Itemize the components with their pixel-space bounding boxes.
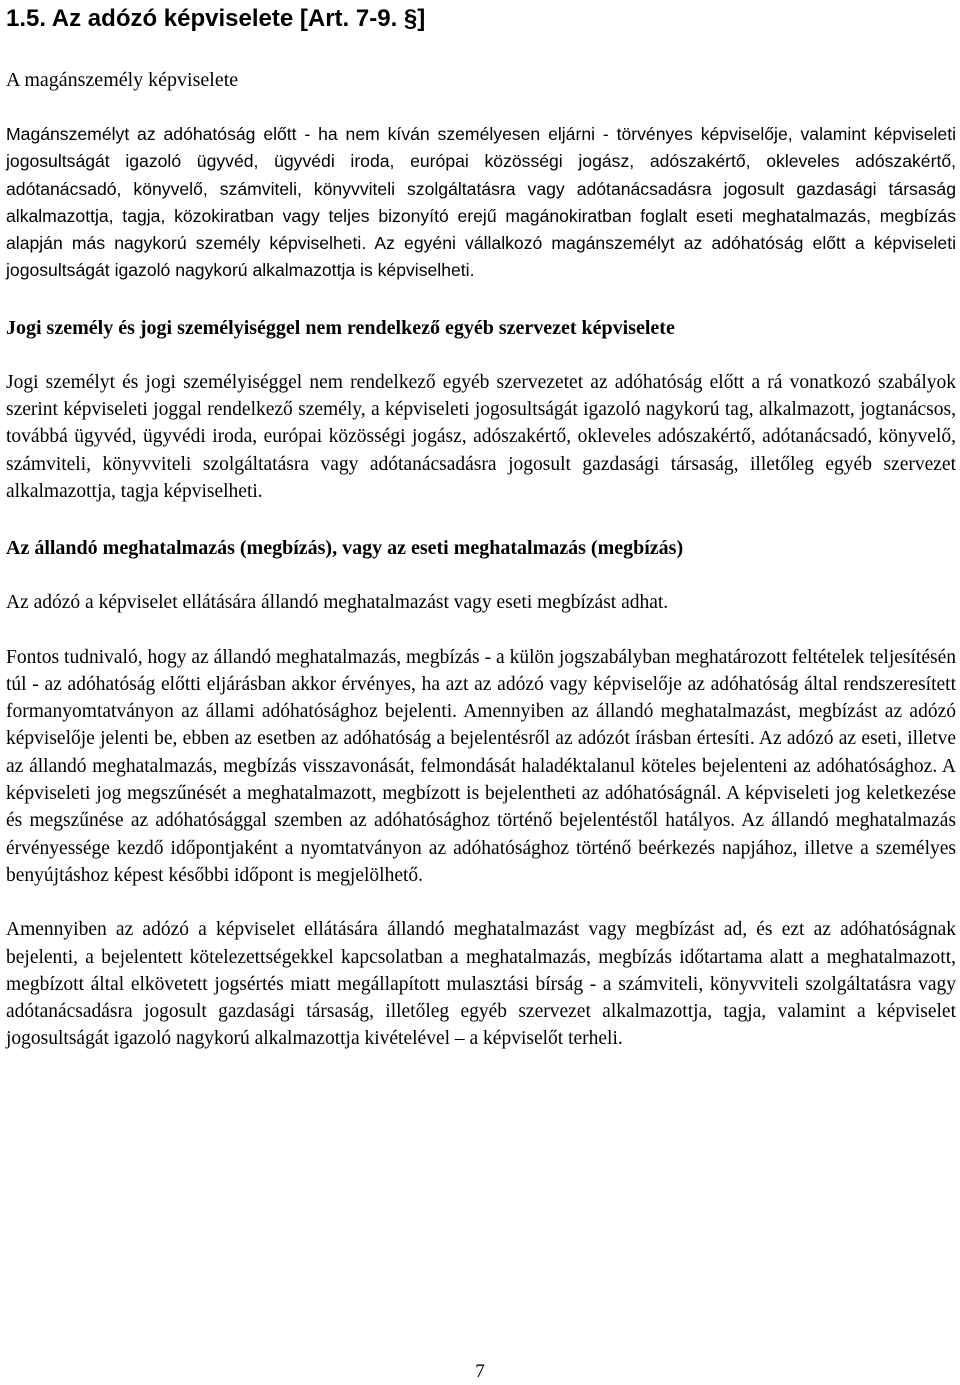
spacer bbox=[6, 93, 956, 121]
private-person-heading: A magánszemély képviselete bbox=[6, 69, 239, 91]
spacer bbox=[6, 34, 956, 67]
spacer bbox=[6, 561, 956, 589]
authorization-paragraph-1: Fontos tudnivaló, hogy az állandó meghatalmazás, megbízás - a külön jogszabályban meghatározott feltételek teljesítésén túl - az adóhatóság előtti eljárásban akkor érvényes, ha azt az adózó vagy képviselője az adóhatóság által rendszeresített formanyomtatványon az állami adóhatósághoz bejelenti. Amennyiben az állandó meghatalmazást, megbízást az adózó képviselője jelenti be, ebben az esetben az adóhatóság a bejelentésről az adózót írásban értesíti. Az adózó az eseti, illetve az állandó meghatalmazás, megbízás visszavonását, felmondását haladéktalanul köteles bejelenteni az adóhatósághoz. A képviseleti jog megszűnését a meghatalmazott, megbízott is bejelentheti az adóhatóságnál. A képviseleti jog keletkezése és megszűnése az adóhatósággal szemben az adóhatósághoz történő bejelentéstől hatályos. Az állandó meghatalmazás érvényessége kezdő időpontjaként a nyomtatványon az adóhatósághoz történő beérkezés napjához, illetve a személyes benyújtáshoz képest későbbi időpont is megjelölhető. bbox=[6, 646, 956, 886]
authorization-paragraph-2: Amennyiben az adózó a képviselet ellátására állandó meghatalmazást vagy megbízást ad, és ezt az adóhatóságnak bejelenti, a bejelentett kötelezettségekkel kapcsolatban a meghatalmazás, megbízás időtartama alatt a meghatalmazott, megbízott által elkövetett jogsértés miatt megállapított mulasztási bírság - a számviteli, könyvviteli szolgáltatásra vagy adótanácsadásra jogosult gazdasági társaság, illetőleg egyéb szervezet alkalmazottja, tagja, valamint a képviselet jogosultságát igazoló nagykorú alkalmazottja kivételével – a képviselőt terheli. bbox=[6, 919, 956, 1050]
document-page bbox=[6, 0, 956, 1053]
section-title: 1.5. Az adózó képviselete [Art. 7-9. §] bbox=[6, 5, 426, 32]
authorization-heading: Az állandó meghatalmazás (megbízás), vagy az eseti meghatalmazás (megbízás) bbox=[6, 537, 684, 560]
legal-entity-paragraph: Jogi személyt és jogi személyiséggel nem rendelkező egyéb szervezetet az adóhatóság előtt a rá vonatkozó szabályok szerint képviseleti joggal rendelkező személy, a képviseleti jogosultságát igazoló nagykorú tag, alkalmazott, jogtanácsos, továbbá ügyvéd, ügyvédi iroda, európai közösségi jogász, adószakértő, okleveles adószakértő, adótanácsadó, könyvelő, számviteli, könyvviteli szolgáltatásra vagy adótanácsadásra jogosult gazdasági társaság, illetőleg egyéb szervezet alkalmazottja, tagja képviselheti. bbox=[6, 371, 956, 502]
spacer bbox=[6, 889, 956, 916]
authorization-intro: Az adózó a képviselet ellátására állandó meghatalmazást vagy eseti megbízást adhat. bbox=[6, 592, 669, 614]
spacer bbox=[6, 341, 956, 369]
legal-entity-heading: Jogi személy és jogi személyiséggel nem rendelkező egyéb szervezet képviselete bbox=[6, 316, 675, 339]
spacer bbox=[6, 617, 956, 644]
spacer bbox=[6, 285, 956, 315]
page-number: 7 bbox=[475, 1361, 485, 1382]
spacer bbox=[6, 505, 956, 535]
private-person-paragraph: Magánszemélyt az adóhatóság előtt - ha nem kíván személyesen eljárni - törvényes képviselője, valamint képviseleti jogosultságát igazoló ügyvéd, ügyvédi iroda, európai közösségi jogász, adószakértő, okleveles adószakértő, adótanácsadó, könyvelő, számviteli, könyvviteli szolgáltatásra vagy adótanácsadásra jogosult gazdasági társaság alkalmazottja, tagja, közokiratban vagy teljes bizonyító erejű magánokiratban foglalt eseti meghatalmazás, megbízás alapján más nagykorú személy képviselheti. Az egyéni vállalkozó magánszemélyt az adóhatóság előtt a képviseleti jogosultságát igazoló nagykorú alkalmazottja is képviselheti. bbox=[6, 124, 956, 281]
